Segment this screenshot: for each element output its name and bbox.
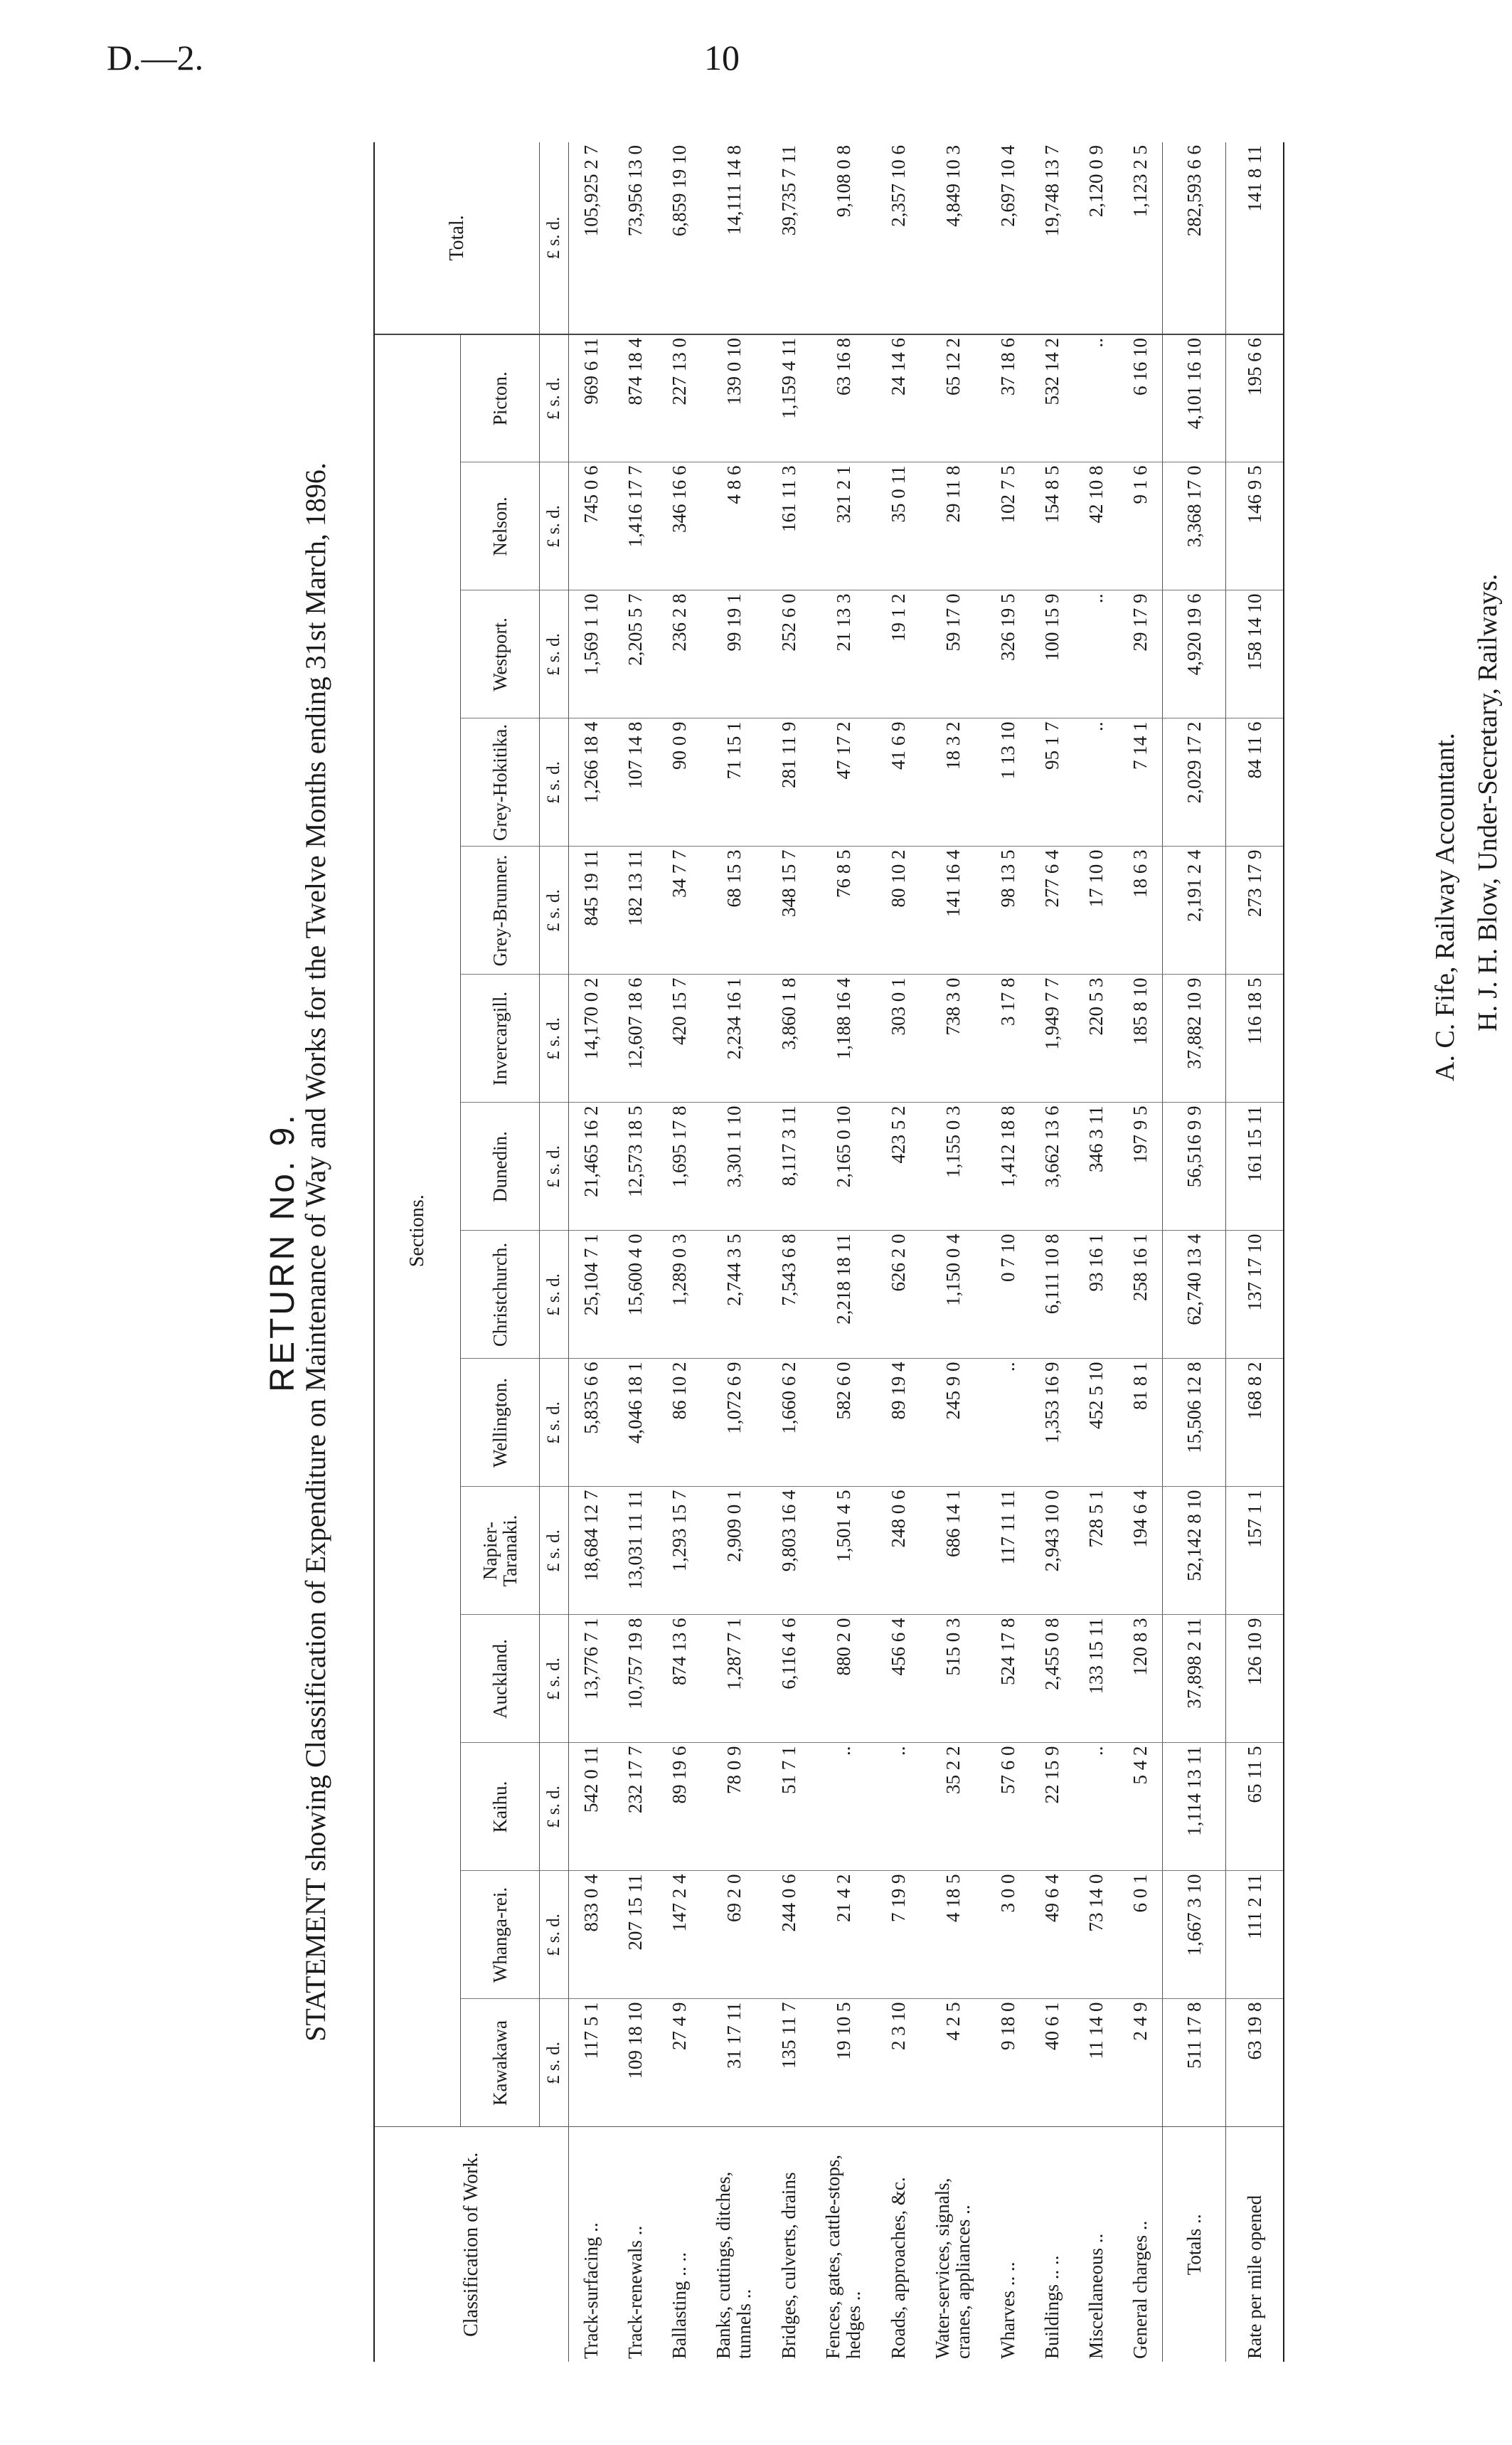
units-label: £ s. d. bbox=[540, 334, 569, 462]
amount-cell: 63 16 8 bbox=[811, 334, 876, 462]
units-label: £ s. d. bbox=[540, 1615, 569, 1743]
classification-header: Classification of Work. bbox=[374, 2127, 569, 2362]
amount-cell: 12,573 18 5 bbox=[613, 1103, 657, 1231]
amount-cell: 9 1 6 bbox=[1118, 462, 1163, 590]
amount-cell: 1,416 17 7 bbox=[613, 462, 657, 590]
amount-cell: 57 6 0 bbox=[986, 1743, 1030, 1871]
amount-cell: 346 3 11 bbox=[1074, 1103, 1118, 1231]
amount-cell: 248 0 6 bbox=[876, 1487, 920, 1615]
amount-cell: 258 16 1 bbox=[1118, 1231, 1163, 1359]
amount-cell: 2,909 0 1 bbox=[701, 1487, 767, 1615]
amount-cell: 19 10 5 bbox=[811, 1999, 876, 2127]
amount-cell: 0 7 10 bbox=[986, 1231, 1030, 1359]
amount-cell: 29 17 9 bbox=[1118, 590, 1163, 718]
row-total-cell: 39,735 7 11 bbox=[767, 142, 811, 334]
units-label: £ s. d. bbox=[540, 1359, 569, 1487]
amount-cell: 185 8 10 bbox=[1118, 975, 1163, 1103]
table-row bbox=[1118, 142, 1163, 2362]
section-header: Nelson. bbox=[461, 462, 540, 590]
amount-cell: 15,600 4 0 bbox=[613, 1231, 657, 1359]
amount-cell: 41 6 9 bbox=[876, 718, 920, 847]
amount-cell: 117 11 11 bbox=[986, 1487, 1030, 1615]
amount-cell: 194 6 4 bbox=[1118, 1487, 1163, 1615]
amount-cell: 1,289 0 3 bbox=[657, 1231, 701, 1359]
amount-cell: 1,412 18 8 bbox=[986, 1103, 1030, 1231]
row-total-cell: 1,123 2 5 bbox=[1118, 142, 1163, 334]
amount-cell: 1,660 6 2 bbox=[767, 1359, 811, 1487]
amount-cell: 86 10 2 bbox=[657, 1359, 701, 1487]
amount-cell: 73 14 0 bbox=[1074, 1871, 1118, 1999]
row-total-cell: 4,849 10 3 bbox=[920, 142, 986, 334]
amount-cell: 452 5 10 bbox=[1074, 1359, 1118, 1487]
amount-cell: 348 15 7 bbox=[767, 847, 811, 975]
amount-cell: 1,266 18 4 bbox=[569, 718, 614, 847]
row-total-cell: 2,697 10 4 bbox=[986, 142, 1030, 334]
amount-cell: 76 8 5 bbox=[811, 847, 876, 975]
amount-cell: .. bbox=[1074, 718, 1118, 847]
units-label: £ s. d. bbox=[540, 462, 569, 590]
amount-cell: 2,205 5 7 bbox=[613, 590, 657, 718]
amount-cell: 4 18 5 bbox=[920, 1871, 986, 1999]
units-label: £ s. d. bbox=[540, 590, 569, 718]
row-total-cell: 19,748 13 7 bbox=[1030, 142, 1074, 334]
section-header: Auckland. bbox=[461, 1615, 540, 1743]
amount-cell: 195 6 6 bbox=[1226, 334, 1284, 462]
amount-cell: 84 11 6 bbox=[1226, 718, 1284, 847]
units-label: £ s. d. bbox=[540, 1743, 569, 1871]
section-header: Kawakawa bbox=[461, 1999, 540, 2127]
table-row bbox=[811, 142, 876, 2362]
amount-cell: 273 17 9 bbox=[1226, 847, 1284, 975]
amount-cell: 21,465 16 2 bbox=[569, 1103, 614, 1231]
amount-cell: 3,301 1 10 bbox=[701, 1103, 767, 1231]
amount-cell: 40 6 1 bbox=[1030, 1999, 1074, 2127]
amount-cell: 542 0 11 bbox=[569, 1743, 614, 1871]
row-label: Wharves .. .. bbox=[986, 2127, 1030, 2362]
amount-cell: 1,353 16 9 bbox=[1030, 1359, 1074, 1487]
amount-cell: 12,607 18 6 bbox=[613, 975, 657, 1103]
section-header: Dunedin. bbox=[461, 1103, 540, 1231]
amount-cell: 6,111 10 8 bbox=[1030, 1231, 1074, 1359]
amount-cell: 139 0 10 bbox=[701, 334, 767, 462]
amount-cell: 4,920 19 6 bbox=[1163, 590, 1226, 718]
amount-cell: 135 11 7 bbox=[767, 1999, 811, 2127]
amount-cell: 158 14 10 bbox=[1226, 590, 1284, 718]
table-row bbox=[1226, 142, 1284, 2362]
amount-cell: 232 17 7 bbox=[613, 1743, 657, 1871]
amount-cell: 31 17 11 bbox=[701, 1999, 767, 2127]
amount-cell: 157 1 1 bbox=[1226, 1487, 1284, 1615]
amount-cell: 281 11 9 bbox=[767, 718, 811, 847]
amount-cell: 227 13 0 bbox=[657, 334, 701, 462]
units-label: £ s. d. bbox=[540, 1871, 569, 1999]
amount-cell: 133 15 11 bbox=[1074, 1615, 1118, 1743]
amount-cell: 56,516 9 9 bbox=[1163, 1103, 1226, 1231]
amount-cell: 745 0 6 bbox=[569, 462, 614, 590]
amount-cell: 3,860 1 8 bbox=[767, 975, 811, 1103]
amount-cell: 4 2 5 bbox=[920, 1999, 986, 2127]
units-label: £ s. d. bbox=[540, 975, 569, 1103]
units-label: £ s. d. bbox=[540, 1231, 569, 1359]
amount-cell: 6,116 4 6 bbox=[767, 1615, 811, 1743]
amount-cell: 182 13 11 bbox=[613, 847, 657, 975]
amount-cell: 98 13 5 bbox=[986, 847, 1030, 975]
row-total-cell: 141 8 11 bbox=[1226, 142, 1284, 334]
row-label: Roads, approaches, &c. bbox=[876, 2127, 920, 2362]
return-number-title: RETURN No. 9. bbox=[264, 1112, 302, 1392]
row-label: Banks, cuttings, ditches, tunnels .. bbox=[701, 2127, 767, 2362]
amount-cell: 161 11 3 bbox=[767, 462, 811, 590]
amount-cell: 126 10 9 bbox=[1226, 1615, 1284, 1743]
amount-cell: 2,455 0 8 bbox=[1030, 1615, 1074, 1743]
amount-cell: 833 0 4 bbox=[569, 1871, 614, 1999]
amount-cell: 62,740 13 4 bbox=[1163, 1231, 1226, 1359]
units-label: £ s. d. bbox=[540, 718, 569, 847]
table-row bbox=[1074, 142, 1118, 2362]
amount-cell: 1,188 16 4 bbox=[811, 975, 876, 1103]
amount-cell: 18,684 12 7 bbox=[569, 1487, 614, 1615]
amount-cell: 65 11 5 bbox=[1226, 1743, 1284, 1871]
amount-cell: 423 5 2 bbox=[876, 1103, 920, 1231]
row-label: Rate per mile opened bbox=[1226, 2127, 1284, 2362]
amount-cell: 42 10 8 bbox=[1074, 462, 1118, 590]
row-label: Track-surfacing .. bbox=[569, 2127, 614, 2362]
amount-cell: 29 11 8 bbox=[920, 462, 986, 590]
amount-cell: 69 2 0 bbox=[701, 1871, 767, 1999]
amount-cell: 120 8 3 bbox=[1118, 1615, 1163, 1743]
amount-cell: 14,170 0 2 bbox=[569, 975, 614, 1103]
amount-cell: 81 8 1 bbox=[1118, 1359, 1163, 1487]
units-label: £ s. d. bbox=[540, 1103, 569, 1231]
amount-cell: 728 5 1 bbox=[1074, 1487, 1118, 1615]
amount-cell: 80 10 2 bbox=[876, 847, 920, 975]
amount-cell: 532 14 2 bbox=[1030, 334, 1074, 462]
amount-cell: 1,150 0 4 bbox=[920, 1231, 986, 1359]
amount-cell: 880 2 0 bbox=[811, 1615, 876, 1743]
amount-cell: 1,695 17 8 bbox=[657, 1103, 701, 1231]
table-row bbox=[613, 142, 657, 2362]
amount-cell: .. bbox=[986, 1359, 1030, 1487]
sections-header: Sections. bbox=[374, 334, 461, 2127]
section-header: Napier-Taranaki. bbox=[461, 1487, 540, 1615]
amount-cell: 1,501 4 5 bbox=[811, 1487, 876, 1615]
amount-cell: 321 2 1 bbox=[811, 462, 876, 590]
amount-cell: 511 17 8 bbox=[1163, 1999, 1226, 2127]
amount-cell: 117 5 1 bbox=[569, 1999, 614, 2127]
row-total-cell: 6,859 19 10 bbox=[657, 142, 701, 334]
amount-cell: 582 6 0 bbox=[811, 1359, 876, 1487]
amount-cell: 4,046 18 1 bbox=[613, 1359, 657, 1487]
amount-cell: 2,191 2 4 bbox=[1163, 847, 1226, 975]
amount-cell: 22 15 9 bbox=[1030, 1743, 1074, 1871]
amount-cell: 3,368 17 0 bbox=[1163, 462, 1226, 590]
row-label: Ballasting .. .. bbox=[657, 2127, 701, 2362]
amount-cell: 19 1 2 bbox=[876, 590, 920, 718]
amount-cell: 874 18 4 bbox=[613, 334, 657, 462]
amount-cell: 63 19 8 bbox=[1226, 1999, 1284, 2127]
table-row bbox=[876, 142, 920, 2362]
amount-cell: 89 19 4 bbox=[876, 1359, 920, 1487]
amount-cell: 111 2 11 bbox=[1226, 1871, 1284, 1999]
amount-cell: 2,029 17 2 bbox=[1163, 718, 1226, 847]
amount-cell: 2,234 16 1 bbox=[701, 975, 767, 1103]
units-label: £ s. d. bbox=[540, 142, 569, 334]
amount-cell: 245 9 0 bbox=[920, 1359, 986, 1487]
amount-cell: 2,943 10 0 bbox=[1030, 1487, 1074, 1615]
amount-cell: 8,117 3 11 bbox=[767, 1103, 811, 1231]
amount-cell: .. bbox=[1074, 334, 1118, 462]
section-header: Kaihu. bbox=[461, 1743, 540, 1871]
amount-cell: 326 19 5 bbox=[986, 590, 1030, 718]
amount-cell: 277 6 4 bbox=[1030, 847, 1074, 975]
amount-cell: 207 15 11 bbox=[613, 1871, 657, 1999]
row-total-cell: 2,357 10 6 bbox=[876, 142, 920, 334]
amount-cell: 141 16 4 bbox=[920, 847, 986, 975]
document-reference: D.—2. bbox=[107, 38, 204, 78]
amount-cell: 147 2 4 bbox=[657, 1871, 701, 1999]
amount-cell: 626 2 0 bbox=[876, 1231, 920, 1359]
amount-cell: 37,898 2 11 bbox=[1163, 1615, 1226, 1743]
row-total-cell: 73,956 13 0 bbox=[613, 142, 657, 334]
amount-cell: 236 2 8 bbox=[657, 590, 701, 718]
signature-accountant: A. C. Fife, Railway Accountant. bbox=[1430, 733, 1460, 1081]
amount-cell: 5,835 6 6 bbox=[569, 1359, 614, 1487]
amount-cell: 24 14 6 bbox=[876, 334, 920, 462]
row-label: General charges .. bbox=[1118, 2127, 1163, 2362]
amount-cell: 1,155 0 3 bbox=[920, 1103, 986, 1231]
amount-cell: 78 0 9 bbox=[701, 1743, 767, 1871]
amount-cell: 515 0 3 bbox=[920, 1615, 986, 1743]
table-row bbox=[1030, 142, 1074, 2362]
amount-cell: 2,744 3 5 bbox=[701, 1231, 767, 1359]
amount-cell: 2,218 18 11 bbox=[811, 1231, 876, 1359]
amount-cell: 346 16 6 bbox=[657, 462, 701, 590]
row-label: Fences, gates, cattle-stops, hedges .. bbox=[811, 2127, 876, 2362]
amount-cell: 100 15 9 bbox=[1030, 590, 1074, 718]
amount-cell: 1,949 7 7 bbox=[1030, 975, 1074, 1103]
amount-cell: 71 15 1 bbox=[701, 718, 767, 847]
table-row bbox=[1163, 142, 1226, 2362]
table-row bbox=[920, 142, 986, 2362]
amount-cell: 90 0 9 bbox=[657, 718, 701, 847]
amount-cell: 2 3 10 bbox=[876, 1999, 920, 2127]
row-total-cell: 105,925 2 7 bbox=[569, 142, 614, 334]
amount-cell: 5 4 2 bbox=[1118, 1743, 1163, 1871]
row-total-cell: 14,111 14 8 bbox=[701, 142, 767, 334]
amount-cell: 524 17 8 bbox=[986, 1615, 1030, 1743]
amount-cell: 3 17 8 bbox=[986, 975, 1030, 1103]
amount-cell: 51 7 1 bbox=[767, 1743, 811, 1871]
section-header: Westport. bbox=[461, 590, 540, 718]
amount-cell: 6 0 1 bbox=[1118, 1871, 1163, 1999]
amount-cell: 9 18 0 bbox=[986, 1999, 1030, 2127]
amount-cell: 3 0 0 bbox=[986, 1871, 1030, 1999]
amount-cell: 4 8 6 bbox=[701, 462, 767, 590]
units-label: £ s. d. bbox=[540, 1487, 569, 1615]
amount-cell: 18 3 2 bbox=[920, 718, 986, 847]
amount-cell: 1,667 3 10 bbox=[1163, 1871, 1226, 1999]
row-label: Water-services, signals, cranes, appliances .. bbox=[920, 2127, 986, 2362]
amount-cell: 456 6 4 bbox=[876, 1615, 920, 1743]
amount-cell: 6 16 10 bbox=[1118, 334, 1163, 462]
amount-cell: 109 18 10 bbox=[613, 1999, 657, 2127]
amount-cell: 10,757 19 8 bbox=[613, 1615, 657, 1743]
section-header: Picton. bbox=[461, 334, 540, 462]
page-number: 10 bbox=[704, 38, 740, 78]
amount-cell: 65 12 2 bbox=[920, 334, 986, 462]
amount-cell: 1,072 6 9 bbox=[701, 1359, 767, 1487]
amount-cell: 3,662 13 6 bbox=[1030, 1103, 1074, 1231]
amount-cell: 21 4 2 bbox=[811, 1871, 876, 1999]
amount-cell: 220 5 3 bbox=[1074, 975, 1118, 1103]
amount-cell: 27 4 9 bbox=[657, 1999, 701, 2127]
amount-cell: 9,803 16 4 bbox=[767, 1487, 811, 1615]
amount-cell: 116 18 5 bbox=[1226, 975, 1284, 1103]
units-label: £ s. d. bbox=[540, 847, 569, 975]
statement-title: STATEMENT showing Classification of Expenditure on Maintenance of Way and Works for the Twelve Months ending 31st March, 1896. bbox=[299, 462, 331, 2042]
amount-cell: 93 16 1 bbox=[1074, 1231, 1118, 1359]
amount-cell: 37,882 10 9 bbox=[1163, 975, 1226, 1103]
section-header: Grey-Hokitika. bbox=[461, 718, 540, 847]
amount-cell: .. bbox=[1074, 1743, 1118, 1871]
expenditure-table bbox=[373, 142, 1284, 2362]
row-label: Totals .. bbox=[1163, 2127, 1226, 2362]
amount-cell: 1,114 13 11 bbox=[1163, 1743, 1226, 1871]
row-total-cell: 9,108 0 8 bbox=[811, 142, 876, 334]
signature-under-secretary: H. J. H. Blow, Under-Secretary, Railways. bbox=[1473, 573, 1503, 1031]
section-header: Whanga-rei. bbox=[461, 1871, 540, 1999]
amount-cell: 252 6 0 bbox=[767, 590, 811, 718]
amount-cell: 2,165 0 10 bbox=[811, 1103, 876, 1231]
amount-cell: 89 19 6 bbox=[657, 1743, 701, 1871]
amount-cell: 11 14 0 bbox=[1074, 1999, 1118, 2127]
table-row bbox=[701, 142, 767, 2362]
section-header: Wellington. bbox=[461, 1359, 540, 1487]
amount-cell: 37 18 6 bbox=[986, 334, 1030, 462]
table-body bbox=[569, 142, 1284, 2362]
table-row bbox=[767, 142, 811, 2362]
rotated-return-page bbox=[263, 121, 1512, 2383]
amount-cell: 137 17 10 bbox=[1226, 1231, 1284, 1359]
section-header: Invercargill. bbox=[461, 975, 540, 1103]
amount-cell: 21 13 3 bbox=[811, 590, 876, 718]
row-label: Buildings .. .. bbox=[1030, 2127, 1074, 2362]
amount-cell: 845 19 11 bbox=[569, 847, 614, 975]
amount-cell: 874 13 6 bbox=[657, 1615, 701, 1743]
amount-cell: .. bbox=[876, 1743, 920, 1871]
amount-cell: 161 15 11 bbox=[1226, 1103, 1284, 1231]
amount-cell: 686 14 1 bbox=[920, 1487, 986, 1615]
row-total-cell: 282,593 6 6 bbox=[1163, 142, 1226, 334]
amount-cell: 95 1 7 bbox=[1030, 718, 1074, 847]
amount-cell: 738 3 0 bbox=[920, 975, 986, 1103]
amount-cell: 68 15 3 bbox=[701, 847, 767, 975]
section-header: Grey-Brunner. bbox=[461, 847, 540, 975]
amount-cell: 420 15 7 bbox=[657, 975, 701, 1103]
amount-cell: 47 17 2 bbox=[811, 718, 876, 847]
section-names-row bbox=[461, 142, 540, 2362]
row-total-cell: 2,120 0 9 bbox=[1074, 142, 1118, 334]
amount-cell: 197 9 5 bbox=[1118, 1103, 1163, 1231]
table-row bbox=[657, 142, 701, 2362]
amount-cell: 969 6 11 bbox=[569, 334, 614, 462]
amount-cell: 146 9 5 bbox=[1226, 462, 1284, 590]
amount-cell: 13,776 7 1 bbox=[569, 1615, 614, 1743]
amount-cell: 1,159 4 11 bbox=[767, 334, 811, 462]
amount-cell: 1,293 15 7 bbox=[657, 1487, 701, 1615]
amount-cell: 7,543 6 8 bbox=[767, 1231, 811, 1359]
amount-cell: 244 0 6 bbox=[767, 1871, 811, 1999]
units-row bbox=[540, 142, 569, 2362]
table-row bbox=[569, 142, 614, 2362]
amount-cell: 18 6 3 bbox=[1118, 847, 1163, 975]
table-header-row bbox=[374, 142, 461, 2362]
section-header: Christchurch. bbox=[461, 1231, 540, 1359]
amount-cell: 7 19 9 bbox=[876, 1871, 920, 1999]
amount-cell: 59 17 0 bbox=[920, 590, 986, 718]
amount-cell: 25,104 7 1 bbox=[569, 1231, 614, 1359]
amount-cell: 102 7 5 bbox=[986, 462, 1030, 590]
amount-cell: 1,569 1 10 bbox=[569, 590, 614, 718]
amount-cell: 2 4 9 bbox=[1118, 1999, 1163, 2127]
total-header: Total. bbox=[374, 142, 540, 334]
amount-cell: 15,506 12 8 bbox=[1163, 1359, 1226, 1487]
row-label: Miscellaneous .. bbox=[1074, 2127, 1118, 2362]
units-label: £ s. d. bbox=[540, 1999, 569, 2127]
amount-cell: 4,101 16 10 bbox=[1163, 334, 1226, 462]
amount-cell: 7 14 1 bbox=[1118, 718, 1163, 847]
amount-cell: 107 14 8 bbox=[613, 718, 657, 847]
amount-cell: .. bbox=[811, 1743, 876, 1871]
amount-cell: 303 0 1 bbox=[876, 975, 920, 1103]
amount-cell: 17 10 0 bbox=[1074, 847, 1118, 975]
amount-cell: 154 8 5 bbox=[1030, 462, 1074, 590]
amount-cell: 168 8 2 bbox=[1226, 1359, 1284, 1487]
row-label: Bridges, culverts, drains bbox=[767, 2127, 811, 2362]
amount-cell: 1 13 10 bbox=[986, 718, 1030, 847]
amount-cell: 34 7 7 bbox=[657, 847, 701, 975]
amount-cell: 35 2 2 bbox=[920, 1743, 986, 1871]
amount-cell: 52,142 8 10 bbox=[1163, 1487, 1226, 1615]
amount-cell: 35 0 11 bbox=[876, 462, 920, 590]
amount-cell: 1,287 7 1 bbox=[701, 1615, 767, 1743]
amount-cell: .. bbox=[1074, 590, 1118, 718]
amount-cell: 49 6 4 bbox=[1030, 1871, 1074, 1999]
row-label: Track-renewals .. bbox=[613, 2127, 657, 2362]
amount-cell: 99 19 1 bbox=[701, 590, 767, 718]
table-row bbox=[986, 142, 1030, 2362]
amount-cell: 13,031 11 11 bbox=[613, 1487, 657, 1615]
